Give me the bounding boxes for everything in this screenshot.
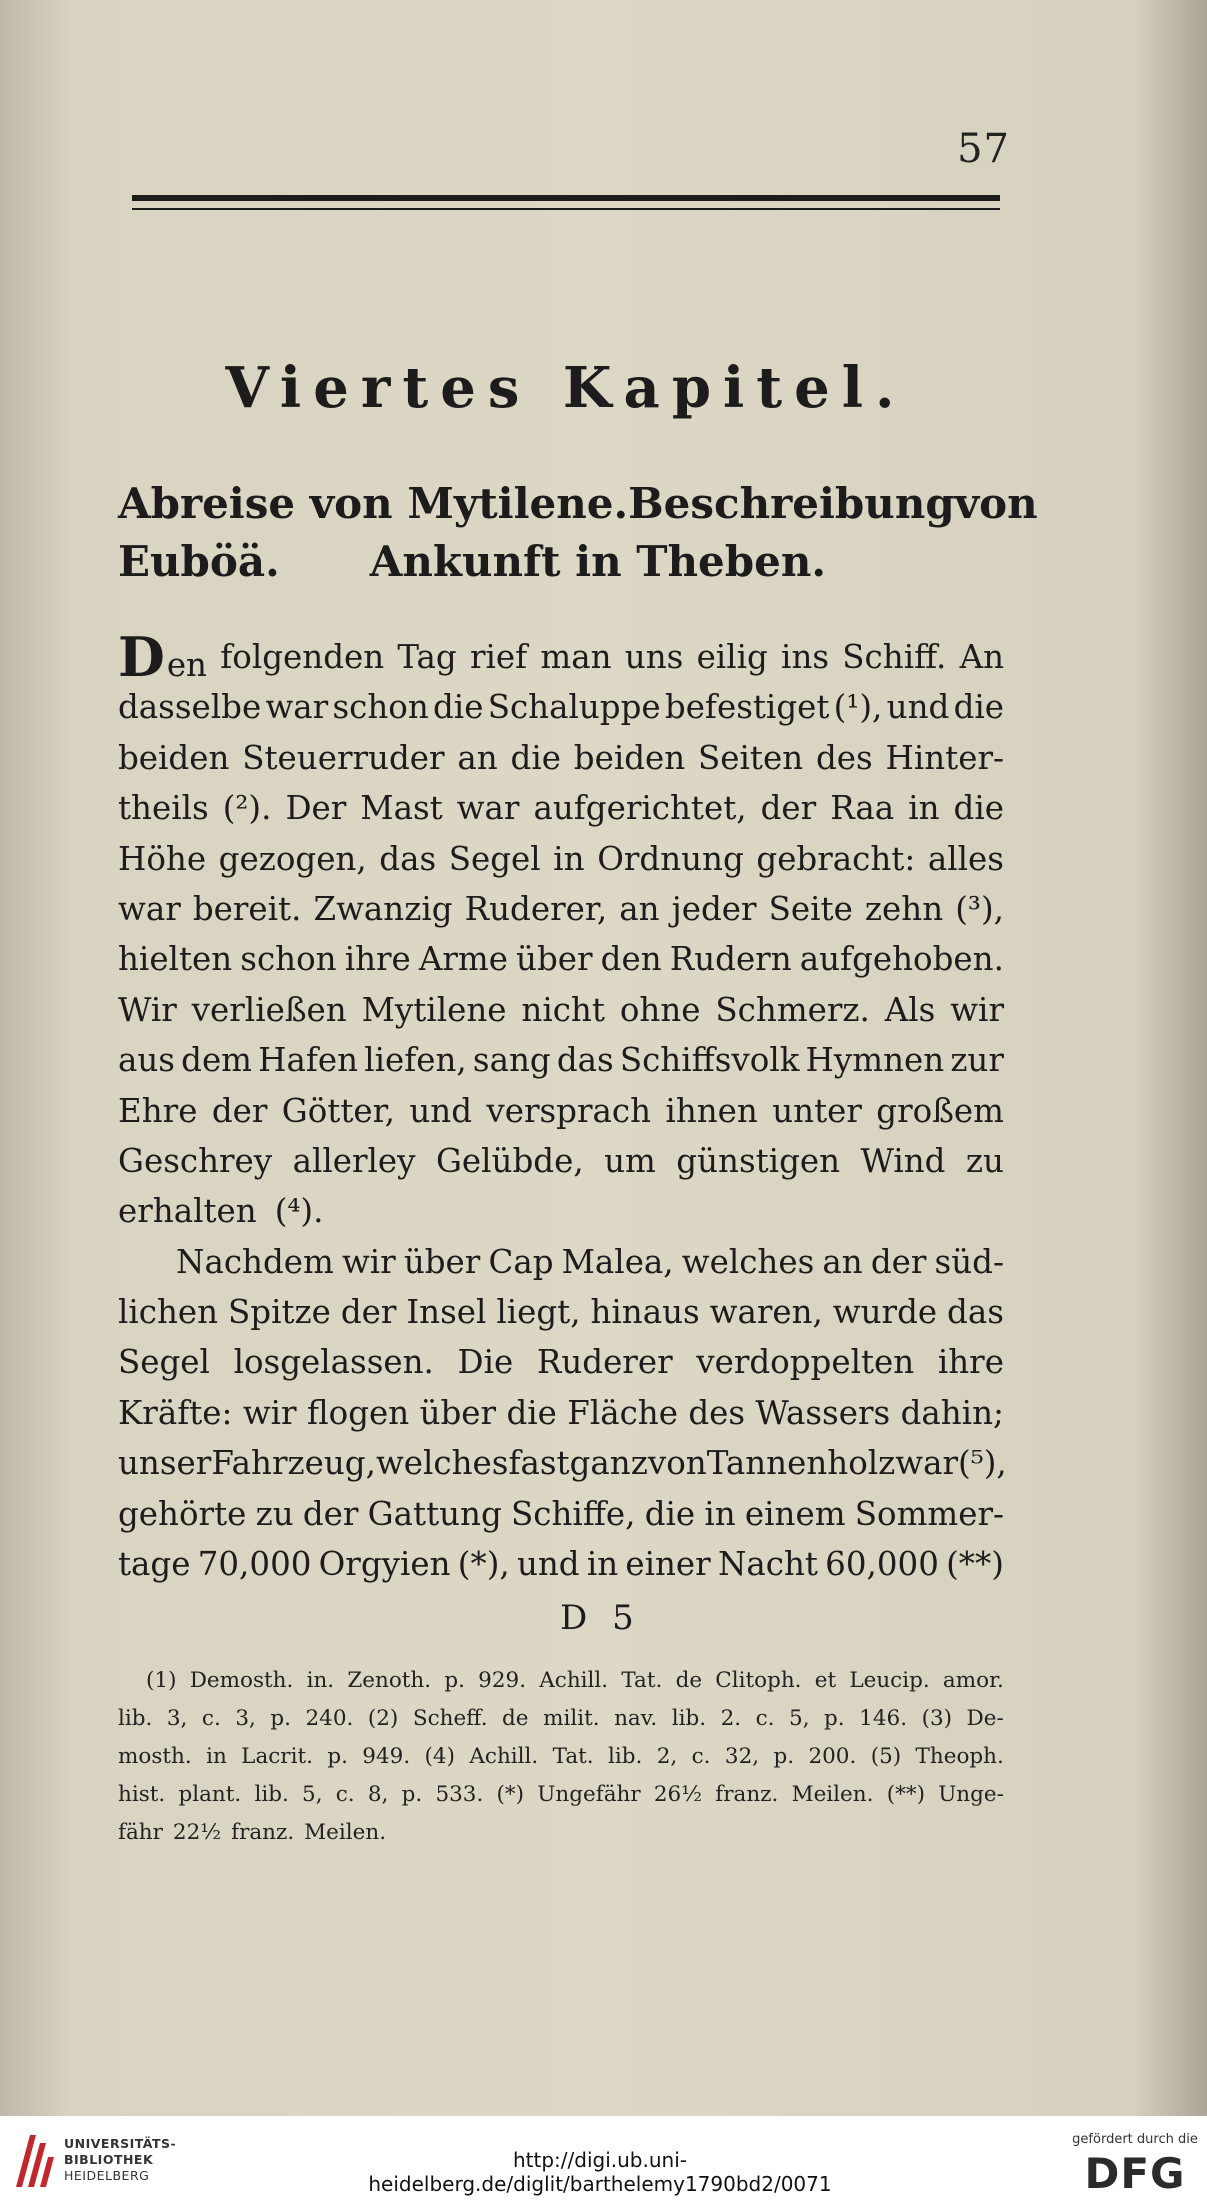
word: welches (681, 1242, 815, 1281)
word: der (302, 1494, 359, 1533)
word: zur (950, 1041, 1004, 1080)
word: Seite (768, 889, 853, 928)
word: aus (118, 1041, 175, 1080)
word: Raa (830, 789, 895, 828)
word: verließen (191, 990, 347, 1029)
word: die (510, 738, 561, 777)
word: an (619, 889, 660, 928)
footnote-word: Achill. (539, 1668, 609, 1693)
word: jeder (671, 889, 757, 928)
word: folgenden (220, 638, 385, 676)
word: Cap (488, 1242, 554, 1281)
page-number: 57 (957, 126, 1010, 172)
word: Wind (860, 1141, 946, 1180)
word: rief (469, 638, 528, 676)
library-name-line: HEIDELBERG (64, 2168, 150, 2183)
footnote-line (118, 1776, 1004, 1814)
footnote-word: (3) (921, 1706, 953, 1731)
footnote-word: Tat. (552, 1744, 594, 1769)
word: Segel (448, 839, 541, 878)
summary-line-2 (118, 533, 1004, 591)
word: war (895, 1444, 959, 1483)
footnote-word: franz. (715, 1782, 779, 1807)
footnote-word: lib. (671, 1706, 707, 1731)
word: bereit. (192, 889, 302, 928)
footnote-word: (2) (367, 1706, 399, 1731)
word: Kräfte: (118, 1393, 233, 1432)
word: Malea, (561, 1242, 674, 1281)
footnote-word: Achill. (469, 1744, 539, 1769)
summary-part: Abreise von Mytilene. (118, 479, 629, 528)
word: nicht (521, 990, 605, 1029)
word: Tannenholz (706, 1444, 896, 1483)
footnote-word: (*) (496, 1782, 525, 1807)
word: über (516, 940, 593, 979)
word: (²). (222, 789, 272, 828)
word: der (340, 1293, 397, 1332)
text-line (118, 783, 1004, 833)
footnote-word: lib. (118, 1706, 153, 1731)
word: hielten (118, 940, 233, 979)
word: gehörte (118, 1494, 247, 1533)
footnote-word: (**) (886, 1782, 925, 1807)
text-line (118, 1388, 1004, 1438)
text-line (118, 1438, 1007, 1488)
word: wir (950, 990, 1004, 1029)
chapter-summary (118, 475, 1038, 591)
word: Spitze (228, 1293, 331, 1332)
word: ihre (344, 940, 411, 979)
word: war (265, 688, 329, 727)
word: alles (927, 839, 1004, 878)
word: Hafen (258, 1041, 359, 1080)
word: über (403, 1242, 481, 1281)
text-line (118, 884, 1004, 934)
word: Fahrzeug, (211, 1444, 376, 1483)
word: Höhe (118, 839, 207, 878)
word: den (600, 940, 662, 979)
word: Wassers (755, 1393, 891, 1432)
footnotes (118, 1662, 1004, 1852)
footnote-word: nav. (614, 1706, 658, 1731)
footnote-word: Zenoth. (347, 1668, 432, 1693)
word: in (553, 839, 585, 878)
word: und (409, 1091, 472, 1130)
footnote-word: Leucip. (849, 1668, 930, 1693)
word: versprach (486, 1091, 652, 1130)
footnote-word: 3, (235, 1706, 256, 1731)
footnote-word: plant. (178, 1782, 242, 1807)
word: 70,000 (197, 1545, 312, 1584)
word: 60,000 (825, 1545, 939, 1584)
word: Wir (118, 990, 177, 1029)
word: Nachdem (176, 1242, 334, 1281)
word: befestiget (664, 688, 830, 727)
word: Tag (397, 638, 457, 676)
word: (⁵), (958, 1444, 1007, 1483)
text-line (118, 625, 1004, 689)
word: ins (781, 638, 830, 676)
word: Ordnung (597, 839, 744, 878)
word: Götter, (281, 1091, 395, 1130)
word: die (644, 1494, 696, 1533)
word: welches (375, 1444, 509, 1483)
word: theils (118, 789, 209, 828)
word: die (953, 789, 1004, 828)
word: beiden (573, 738, 686, 777)
word: einem (744, 1494, 846, 1533)
body-text (118, 625, 1007, 1589)
footnote-word: 26½ (653, 1782, 703, 1807)
signature-mark: D 5 (560, 1598, 634, 1638)
footnote-word: p. (824, 1706, 845, 1731)
word: günstigen (676, 1141, 841, 1180)
word: schon (240, 940, 337, 979)
word: in (908, 789, 940, 828)
word-rest: en (166, 646, 207, 684)
word: Die (457, 1343, 514, 1382)
footnote-word: p. (327, 1744, 348, 1769)
footnote-word: de (675, 1668, 703, 1693)
footnote-word: 949. (362, 1744, 411, 1769)
word: Ruderer, (464, 889, 608, 928)
word: liefen, (364, 1041, 467, 1080)
word: Seiten (698, 738, 804, 777)
word: um (604, 1141, 656, 1180)
footnote-word: 32, (724, 1744, 760, 1769)
word: Nacht (717, 1545, 818, 1584)
word: Schmerz. (715, 990, 870, 1029)
word: (³), (955, 889, 1004, 928)
footnote-line (118, 1700, 1004, 1738)
word: und (886, 688, 950, 727)
text-line (118, 682, 1004, 732)
word: Schaluppe (487, 688, 661, 727)
word: Schiffsvolk (619, 1041, 800, 1080)
text-line (118, 1337, 1004, 1387)
word: dahin; (900, 1393, 1004, 1432)
word: die (506, 1393, 557, 1432)
word: Schiffe, (511, 1494, 636, 1533)
word: Insel (406, 1293, 487, 1332)
footnote-word: in. (306, 1668, 335, 1693)
word: fast (508, 1444, 570, 1483)
footnote-word: lib. (254, 1782, 289, 1807)
word: beiden (118, 738, 230, 777)
word: die (953, 688, 1004, 727)
word: des (815, 738, 873, 777)
word: das (556, 1041, 614, 1080)
footnote-word: mosth. (118, 1744, 192, 1769)
word: Fläche (567, 1393, 678, 1432)
word: Geschrey (118, 1141, 273, 1180)
footnote-word: p. (444, 1668, 465, 1693)
word: dem (181, 1041, 252, 1080)
word: das (379, 839, 437, 878)
summary-part: Beschreibung (628, 479, 955, 528)
word: in (586, 1545, 619, 1584)
text-line (118, 985, 1004, 1035)
text-line (118, 1035, 1004, 1085)
footnote-word: Theoph. (915, 1744, 1004, 1769)
library-name (64, 2136, 176, 2184)
word: hinaus (590, 1293, 700, 1332)
drop-cap: D (118, 625, 165, 689)
header-rule-thick (132, 195, 1000, 201)
footnote-word: 929. (478, 1668, 527, 1693)
text-line (118, 834, 1004, 884)
footnote-word: de (502, 1706, 529, 1731)
footnote-word: c. (755, 1706, 775, 1731)
word: lichen (118, 1293, 219, 1332)
word: gebracht: (756, 839, 916, 878)
word: dasselbe (118, 688, 262, 727)
chapter-title: Viertes Kapitel. (225, 355, 907, 421)
word: Als (884, 990, 936, 1029)
word: wir (242, 1393, 297, 1432)
footnote-word: c. (691, 1744, 711, 1769)
page-url-link[interactable]: http://digi.ub.uni-heidelberg.de/diglit/barthelemy1790bd2/0071 (368, 2148, 832, 2196)
word: von (647, 1444, 707, 1483)
footnote-word: in (206, 1744, 227, 1769)
footnote-word: p. (401, 1782, 423, 1807)
word: ihre (937, 1343, 1004, 1382)
word: zu (965, 1141, 1004, 1180)
footnote-word: amor. (942, 1668, 1004, 1693)
word: losgelassen. (233, 1343, 434, 1382)
word: allerley (292, 1141, 416, 1180)
word: unter (772, 1091, 862, 1130)
footnote-word: 240. (305, 1706, 354, 1731)
word: erhalten (118, 1192, 257, 1231)
word: ihnen (665, 1091, 758, 1130)
footnote-word: Unge- (938, 1782, 1004, 1807)
footnote-word: p. (270, 1706, 291, 1731)
word: gezogen, (218, 839, 367, 878)
footnote-line (118, 1814, 1004, 1852)
viewer-footer (0, 2116, 1207, 2206)
text-line (118, 934, 1004, 984)
footnote-word: Ungefähr (537, 1782, 641, 1807)
word: Hinter- (885, 738, 1004, 777)
word: Orgyien (318, 1545, 451, 1584)
footnote-word: c. (335, 1782, 355, 1807)
word: Der (285, 789, 347, 828)
word: süd- (934, 1242, 1004, 1281)
word: einer (625, 1545, 711, 1584)
footnote-word: 2. (720, 1706, 742, 1731)
word: das (947, 1293, 1004, 1332)
word: wir (341, 1242, 396, 1281)
footnote-word: Demosth. (189, 1668, 294, 1693)
word: (*), (457, 1545, 510, 1584)
word: unser (118, 1444, 212, 1483)
text-line (118, 1287, 1004, 1337)
word: Schiff. (842, 638, 947, 676)
word: Zwanzig (313, 889, 453, 928)
footnote-word: Meilen. (304, 1820, 387, 1845)
library-logo-icon (10, 2129, 56, 2193)
text-line (118, 1136, 1004, 1186)
word: Sommer- (854, 1494, 1004, 1533)
word: waren, (709, 1293, 823, 1332)
footnote-word: c. (201, 1706, 221, 1731)
word: der (211, 1091, 268, 1130)
footnote-word: Clitoph. (715, 1668, 802, 1693)
word: Hymnen (805, 1041, 945, 1080)
footnote-word: Lacrit. (241, 1744, 313, 1769)
word: uns (624, 638, 684, 676)
word: in (704, 1494, 736, 1533)
text-line (118, 1086, 1004, 1136)
word: Mast (360, 789, 443, 828)
word: die (433, 688, 484, 727)
word: Ruderer (536, 1343, 673, 1382)
word: aufgehoben. (799, 940, 1004, 979)
word: Gelübde, (435, 1141, 584, 1180)
word: eilig (696, 638, 768, 676)
word: Rudern (669, 940, 792, 979)
word: Arme (418, 940, 508, 979)
footnote-word: p. (773, 1744, 795, 1769)
word: tage (118, 1545, 191, 1584)
word: (**) (946, 1545, 1004, 1584)
footnote-word: 533. (435, 1782, 484, 1807)
word: schon (332, 688, 429, 727)
text-line (118, 1186, 1004, 1236)
word: man (540, 638, 612, 676)
summary-part: von (954, 479, 1038, 528)
word: flogen (306, 1393, 410, 1432)
text-line (118, 1539, 1004, 1589)
word: Ehre (118, 1091, 198, 1130)
footnote-word: fähr (118, 1820, 163, 1845)
word: Segel (118, 1343, 210, 1382)
word: Steuerruder (242, 738, 445, 777)
footnote-word: Tat. (621, 1668, 663, 1693)
summary-part: Euböä. (118, 537, 280, 586)
footnote-word: 8, (367, 1782, 389, 1807)
footnote-word: 3, (166, 1706, 188, 1731)
text-line (118, 1489, 1004, 1539)
summary-line-1 (118, 475, 1038, 533)
word: wurde (832, 1293, 938, 1332)
word (118, 625, 207, 689)
footnote-word: 22½ (172, 1820, 222, 1845)
footnote-line (118, 1738, 1004, 1776)
footnote-word: et (814, 1668, 837, 1693)
word: war (456, 789, 520, 828)
footnote-word: Meilen. (791, 1782, 874, 1807)
word: und (516, 1545, 580, 1584)
word: über (419, 1393, 497, 1432)
footnote-word: (4) (424, 1744, 456, 1769)
funded-by-label: gefördert durch die (1072, 2132, 1198, 2147)
word: des (688, 1393, 746, 1432)
footnote-word: 200. (808, 1744, 857, 1769)
footnote-word: (5) (870, 1744, 902, 1769)
footnote-word: lib. (608, 1744, 643, 1769)
footnote-word: Scheff. (412, 1706, 488, 1731)
library-name-line: BIBLIOTHEK (64, 2152, 154, 2167)
footnote-word: 5, (302, 1782, 323, 1807)
word: Mytilene (361, 990, 507, 1029)
footnote-word: hist. (118, 1782, 166, 1807)
footnote-word: milit. (543, 1706, 600, 1731)
word: aufgerichtet, (533, 789, 747, 828)
footnote-word: (1) (146, 1668, 177, 1693)
word: großem (876, 1091, 1004, 1130)
word: der (760, 789, 817, 828)
word: Gattung (367, 1494, 502, 1533)
word: war (118, 889, 181, 928)
word: verdoppelten (696, 1343, 915, 1382)
summary-part: Ankunft in Theben. (369, 537, 827, 586)
footnote-word: 5, (789, 1706, 810, 1731)
word: an (457, 738, 498, 777)
word: an (822, 1242, 863, 1281)
word: zu (255, 1494, 294, 1533)
word: der (870, 1242, 927, 1281)
word: ganz (569, 1444, 648, 1483)
footnote-word: 2, (656, 1744, 678, 1769)
header-rule-thin (132, 208, 1000, 210)
word: zehn (864, 889, 944, 928)
footnote-word: De- (966, 1706, 1004, 1731)
footnote-word: franz. (231, 1820, 295, 1845)
footnote-line (118, 1662, 1004, 1700)
text-line (118, 733, 1004, 783)
word: sang (472, 1041, 551, 1080)
dfg-logo: DFG (1084, 2149, 1186, 2198)
word: (¹), (833, 688, 883, 727)
word: ohne (619, 990, 701, 1029)
word: (⁴). (274, 1192, 324, 1231)
library-name-line: UNIVERSITÄTS- (64, 2136, 177, 2151)
word: liegt, (496, 1293, 581, 1332)
footnote-word: 146. (859, 1706, 908, 1731)
word: An (959, 638, 1004, 676)
text-line (118, 1237, 1004, 1287)
